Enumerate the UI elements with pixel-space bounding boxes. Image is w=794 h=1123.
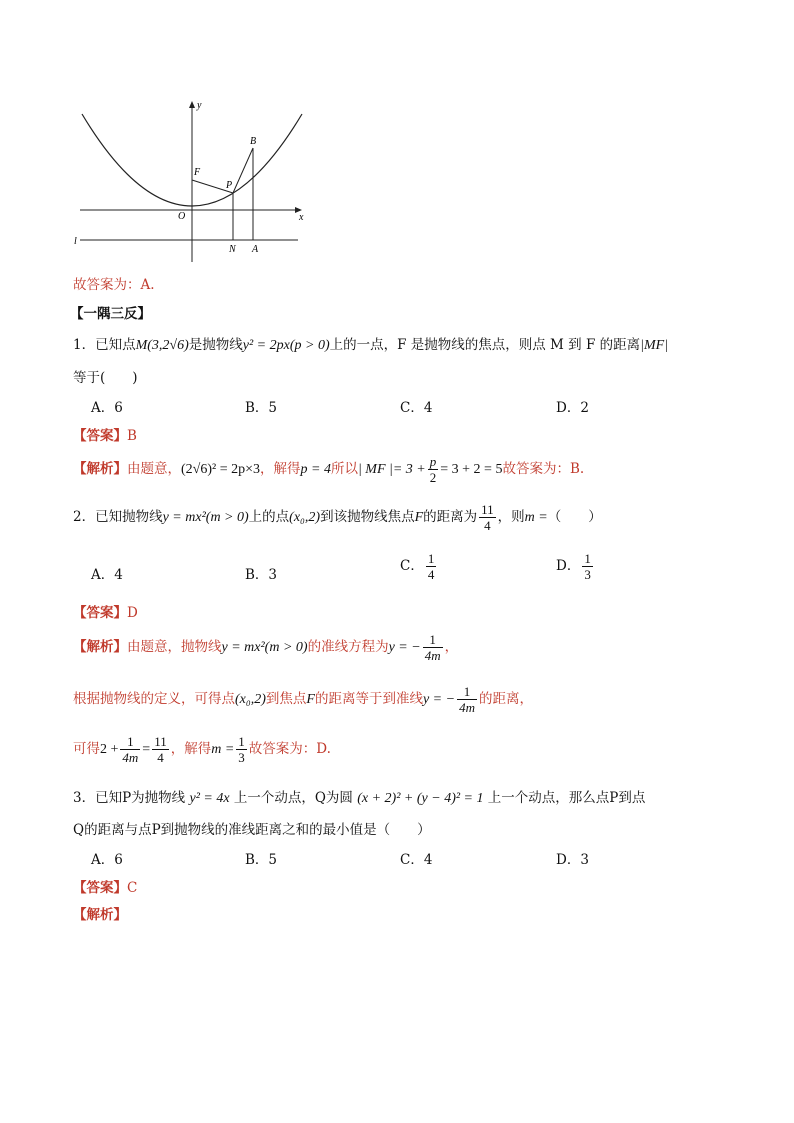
q2-parabola: y = mx²(m > 0): [162, 510, 249, 525]
q2-text: 到该抛物线焦点: [320, 509, 415, 525]
q2-option-b: B．3: [245, 567, 278, 583]
analysis-eq: y = −: [388, 640, 421, 655]
q2-analysis-line1: [73, 630, 458, 665]
q1-option-c: C．4: [400, 400, 433, 416]
label-l: l: [74, 236, 77, 247]
answer-value: D: [127, 605, 138, 621]
analysis-fraction: $\frac{1}{4m}$: [122, 734, 139, 765]
analysis-fraction: $\frac{1}{4m}$: [424, 632, 441, 663]
label-x: x: [299, 212, 304, 223]
label-O: O: [178, 211, 186, 222]
answer-value: C: [127, 880, 138, 896]
analysis-eq: p = 4: [300, 462, 331, 477]
analysis-text: 故答案为：B.: [502, 461, 585, 477]
q3-text: 已知P为抛物线: [95, 790, 186, 806]
prev-answer: 故答案为：A.: [73, 277, 155, 293]
label-y: y: [197, 100, 202, 111]
q2-text: 上的点: [248, 509, 290, 525]
q2-analysis-line3: [73, 732, 331, 767]
answer-value: B: [127, 428, 137, 444]
q1-number: 1．: [73, 337, 96, 353]
q1-line1: [73, 333, 668, 354]
analysis-eq: | MF |= 3 +: [357, 462, 426, 477]
analysis-text: 可得: [73, 741, 100, 757]
q1-analysis: [73, 452, 584, 487]
label-A: A: [252, 244, 259, 255]
analysis-eq: y = mx²(m > 0): [221, 640, 308, 655]
label-F: F: [194, 167, 201, 178]
analysis-eq: 2 +: [100, 742, 119, 757]
analysis-tag: 【解析】: [73, 461, 127, 477]
q2-option-a: A．4: [91, 567, 123, 583]
analysis-eq: = 3 + 2 = 5: [440, 462, 503, 477]
analysis-eq: m =: [211, 742, 235, 757]
analysis-text: 的距离，: [478, 691, 533, 707]
q1-answer: [73, 424, 137, 444]
q2-focus: F: [414, 510, 424, 525]
q1-option-d: D．2: [556, 400, 589, 416]
analysis-text: ，: [444, 639, 459, 655]
q1-parabola: y² = 2px(p > 0): [242, 338, 330, 353]
q2-text: 已知抛物线: [95, 509, 163, 525]
analysis-text: 由题意，: [127, 461, 181, 477]
analysis-eq: (2√6)² = 2p×3: [181, 462, 260, 477]
q2-point: (x₀,2): [289, 510, 321, 525]
q2-m: m =: [524, 510, 548, 525]
answer-tag: 【答案】: [73, 605, 127, 621]
q1-line2: 等于( ): [73, 370, 138, 386]
parabola-figure: [70, 96, 315, 266]
analysis-eq: y = −: [422, 692, 456, 707]
analysis-text: 故答案为：D.: [248, 741, 331, 757]
analysis-text: 所以: [330, 461, 358, 477]
q2-option-d: D． $\frac{1}{3}$: [556, 551, 591, 582]
q2-line1: [73, 500, 602, 535]
label-B: B: [250, 136, 257, 147]
q2-text: 的距离为: [423, 509, 478, 525]
analysis-text: 的准线方程为: [307, 639, 389, 655]
q1-option-b: B．5: [245, 400, 278, 416]
q3-text: 上一个动点，那么点P到点: [487, 790, 646, 806]
q2-option-c: C． $\frac{1}{4}$: [400, 551, 435, 582]
analysis-tag: 【解析】: [73, 639, 127, 655]
q1-text: 已知点: [95, 337, 136, 353]
analysis-fraction: $\frac{1}{4m}$: [459, 684, 475, 715]
q3-circle: (x + 2)² + (y − 4)² = 1: [357, 791, 484, 806]
q2-text: （ ）: [547, 509, 602, 525]
analysis-text: ，解得: [260, 461, 301, 477]
label-N: N: [229, 244, 236, 255]
section-title: 【一隅三反】: [70, 306, 151, 322]
label-P: P: [226, 180, 233, 191]
q2-answer: [73, 601, 138, 621]
q3-text: 上一个动点，Q为圆: [233, 790, 353, 806]
q2-fraction: $\frac{11}{4}$: [481, 502, 494, 533]
q1-point: M(3,2√6): [135, 338, 189, 353]
analysis-fraction: $\frac{p}{2}$: [429, 454, 437, 485]
answer-tag: 【答案】: [73, 428, 127, 444]
analysis-text: 的距离等于到准线: [314, 691, 423, 707]
analysis-text: ，解得: [170, 741, 212, 757]
q3-option-b: B．5: [245, 852, 278, 868]
analysis-fraction: $\frac{11}{4}$: [154, 734, 167, 765]
q2-number: 2．: [73, 509, 96, 525]
q2-text: ，则: [497, 509, 525, 525]
q3-analysis-tag: 【解析】: [73, 907, 127, 923]
q3-option-c: C．4: [400, 852, 433, 868]
analysis-eq: =: [142, 742, 151, 757]
q1-text: 上的一点，F 是抛物线的焦点，则点 M 到 F 的距离: [329, 337, 641, 353]
q3-parabola: y² = 4x: [189, 791, 230, 806]
analysis-text: 由题意，抛物线: [127, 639, 222, 655]
q3-line2: Q的距离与点P到抛物线的准线距离之和的最小值是（ ）: [73, 822, 431, 838]
analysis-text: 到焦点: [265, 691, 307, 707]
analysis-text: 根据抛物线的定义，可得点: [73, 691, 235, 707]
q1-text: 是抛物线: [188, 337, 243, 353]
q3-line1: [73, 786, 645, 807]
analysis-fraction: $\frac{1}{3}$: [238, 734, 245, 765]
q3-answer: [73, 876, 137, 896]
q1-dist: |MF|: [640, 338, 669, 353]
analysis-eq: F: [306, 692, 315, 707]
q3-option-d: D．3: [556, 852, 589, 868]
q3-option-a: A．6: [91, 852, 123, 868]
q3-number: 3．: [73, 790, 96, 806]
q2-analysis-line2: [73, 682, 533, 717]
analysis-eq: (x₀,2): [235, 692, 266, 707]
answer-tag: 【答案】: [73, 880, 127, 896]
q1-option-a: A．6: [91, 400, 123, 416]
